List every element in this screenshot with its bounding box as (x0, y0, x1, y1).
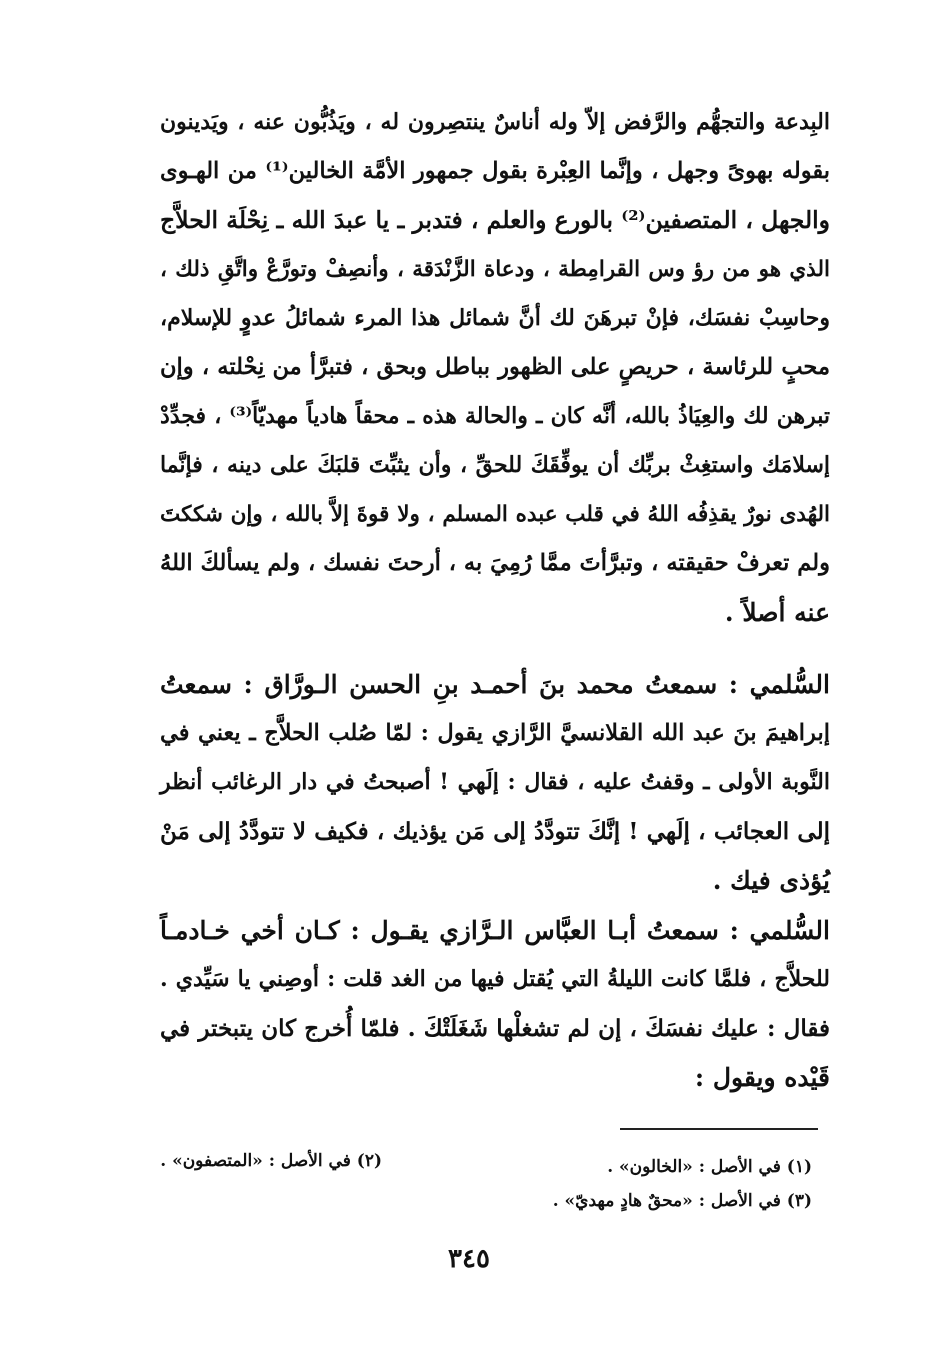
text-line: تبرهن لك والعِيَاذُ بالله، أنَّه كان ـ والحالة هذه ـ محقاً هادياً مهديّاً⁽³⁾ ، فجدِّدْ (160, 403, 830, 429)
text-line: ولم تعرفْ حقيقته ، وتبرَّأتَ ممَّا رُمِيَ به ، أرحتَ نفسك ، ولم يسألكَ اللهُ (160, 550, 830, 576)
page-number: ٣٤٥ (448, 1244, 490, 1274)
text-line: بقوله بهوىً وجهل ، وإنَّما العِبْرة بقول جمهور الأمَّة الخالين⁽¹⁾ من الهـوى (160, 158, 830, 184)
text-line: يُؤذى فيك . (712, 866, 830, 895)
text-line: عنه أصلاً . (724, 598, 830, 627)
text-line: إسلامَك واستغِثْ بربِّك أن يوفِّقَكَ للحقِّ ، وأن يثبِّتَ قلبَكَ على دينه ، فإنَّما (160, 452, 830, 478)
footnote-2: (٢) في الأصل : «المتصفون» . (160, 1151, 382, 1171)
text-line: الهُدى نورٌ يقذِفُه اللهُ في قلب عبده المسلم ، ولا قوةَ إلاَّ بالله ، وإن شككتَ (160, 502, 830, 527)
text-line: للحلاَّج ، فلمَّا كانت الليلةُ التي يُقتل فيها من الغد قلت : أوصِني يا سَيِّدي . (160, 966, 830, 992)
text-line: النَّوبة الأولى ـ وقفتُ عليه ، فقال : إلَهي ! أصبحتُ في دار الرغائب أنظر (160, 769, 830, 795)
text-line: فقال : عليك نفسَكَ ، إن لم تشغلْها شَغَلَتْكَ . فلمّا أُخرج كان يتبختر في (160, 1015, 830, 1042)
footnote-3: (٣) في الأصل : «محقٌ هادٍ مهديّ» . (552, 1191, 812, 1211)
paragraph-3 (160, 906, 830, 1102)
text-line: إلى العجائب ، إلَهي ! إنَّكَ تتودَّدُ إلى مَن يؤذيك ، فكيف لا تتودَّدُ إلى مَنْ (160, 818, 830, 845)
text-line: السُّلمي : سمعتُ أبـا العبَّاس الـرَّازي يقـول : كـان أخي خـادمـاً (160, 916, 830, 945)
text-line: الذي هو من رؤ وس القرامِطة ، ودعاة الزَّنْدَقة ، وأنصِفْ وتورَّعْ واتَّقِ ذلك ، (160, 257, 830, 282)
text-line: والجهل ، المتصفين⁽²⁾ بالورع والعلم ، فتدبر ـ يا عبدَ الله ـ نِحْلَة الحلاَّج (160, 206, 830, 234)
text-line: السُّلمي : سمعتُ محمد بنَ أحمـد بنِ الحسن الـورَّاق : سمعتُ (160, 670, 830, 699)
text-line: وحاسِبْ نفسَك، فإنْ تبرهَنَ لك أنَّ شمائل هذا المرء شمائلُ عدوٍ للإسلام، (160, 305, 830, 331)
text-line: البِدعة والتجهُّم والرَّفض إلاّ وله أناسٌ ينتصِرون له ، ويَذُبُّون عنه ، ويَدينون (160, 109, 830, 135)
footnote-1: (١) في الأصل : «الخالون» . (607, 1157, 812, 1177)
paragraph-1 (160, 98, 830, 637)
text-line: قَيْده ويقول : (694, 1063, 830, 1092)
footnote-divider (620, 1128, 818, 1130)
paragraph-2 (160, 660, 830, 905)
text-line: محبٍ للرئاسة ، حريصٍ على الظهور بباطل وبحق ، فتبرَّأ من نِحْلته ، وإن (160, 354, 830, 380)
text-line: إبراهيمَ بنَ عبد الله القلانسيَّ الرَّازي يقول : لمّا صُلب الحلاَّج ـ يعني في (160, 720, 830, 746)
